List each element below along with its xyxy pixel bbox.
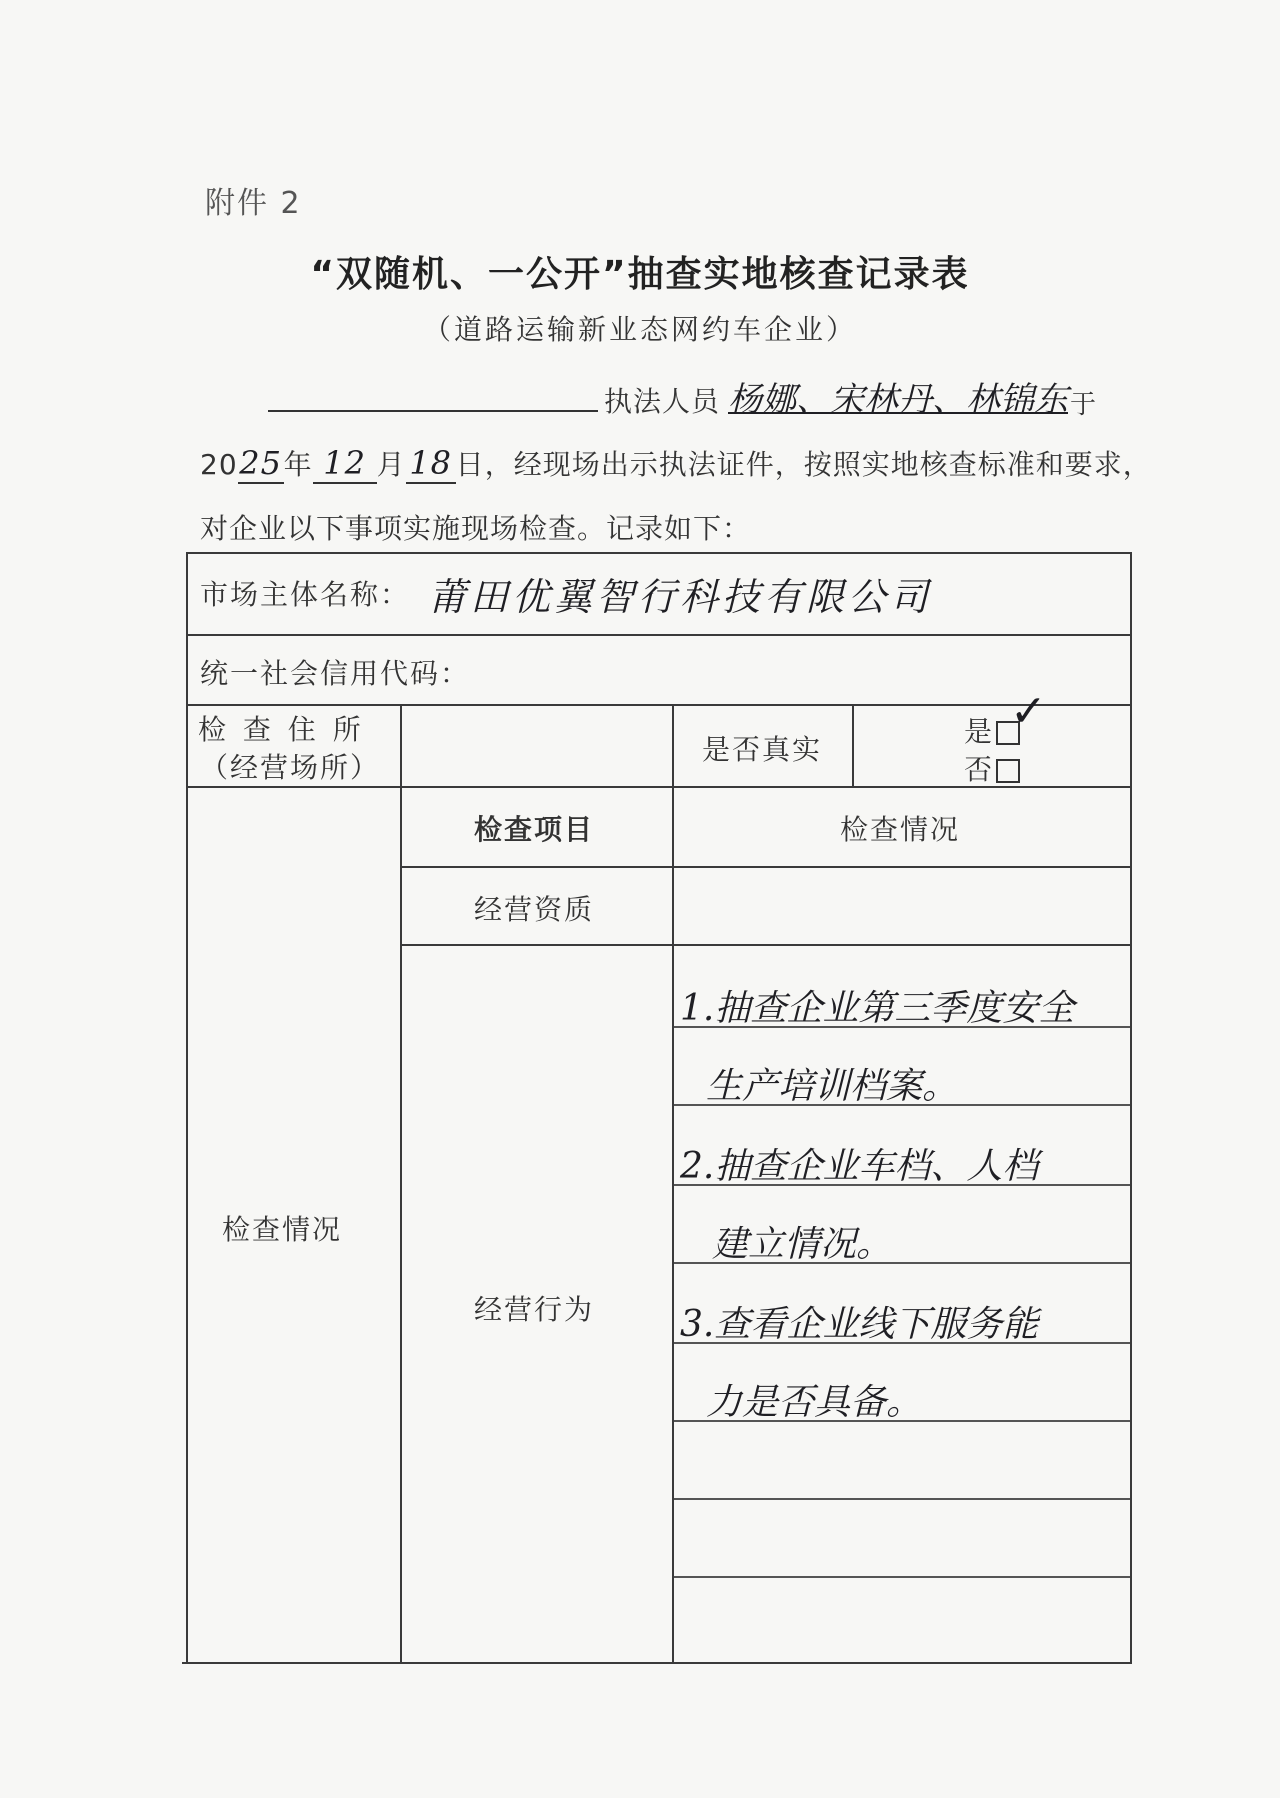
year-prefix: 20 [200,448,238,481]
officers-handwritten: 杨娜、宋林丹、林锦东 [728,380,1068,420]
handwritten-note-line: 1.抽查企业第三季度安全 [680,988,1075,1029]
handwritten-note-line: 力是否具备。 [706,1382,923,1423]
handwritten-note-line: 2.抽查企业车档、人档 [680,1146,1039,1187]
address-label-line1: 检 查 住 所 [198,713,365,746]
col-result-header: 检查情况 [840,813,961,846]
year-suffix: 年 [283,448,313,481]
row-behavior-label: 经营行为 [474,1293,595,1326]
handwritten-note-line: 生产培训档案。 [706,1066,959,1107]
inspection-section-label: 检查情况 [222,1213,343,1246]
day-suffix: 日 [455,448,485,481]
entity-name-handwritten: 莆田优翼智行科技有限公司 [428,575,933,619]
preposition-yu: 于 [1070,390,1098,420]
form-title: “双随机、一公开”抽查实地核查记录表 [310,254,970,295]
intro-line-3: 对企业以下事项实施现场检查。记录如下： [200,512,752,545]
handwritten-note-line: 建立情况。 [712,1224,893,1265]
address-label-line2: （经营场所） [200,751,381,784]
month-handwritten: 12 [313,444,377,484]
year-handwritten: 25 [239,444,282,482]
day-handwritten: 18 [406,444,456,484]
date-line [200,443,1152,484]
entity-name-label: 市场主体名称： [200,578,411,611]
col-item-header: 检查项目 [474,813,595,846]
sentence-rest: ，经现场出示执法证件，按照实地核查标准和要求， [484,448,1152,481]
no-option [964,748,1020,788]
no-label: 否 [964,753,995,786]
no-checkbox[interactable] [996,759,1020,783]
form-subtitle: （道路运输新业态网约车企业） [422,313,857,346]
attachment-label: 附件 2 [205,186,302,221]
blank-underline [268,410,598,412]
credit-code-label: 统一社会信用代码： [200,657,471,690]
handwritten-note-line: 3.查看企业线下服务能 [680,1304,1039,1345]
yes-label: 是 [964,715,995,748]
officers-label: 执法人员 [604,385,721,418]
month-suffix: 月 [376,448,406,481]
row-qualification-label: 经营资质 [474,893,595,926]
is-true-label: 是否真实 [702,733,823,766]
yes-checkmark: ✓ [1010,686,1047,737]
